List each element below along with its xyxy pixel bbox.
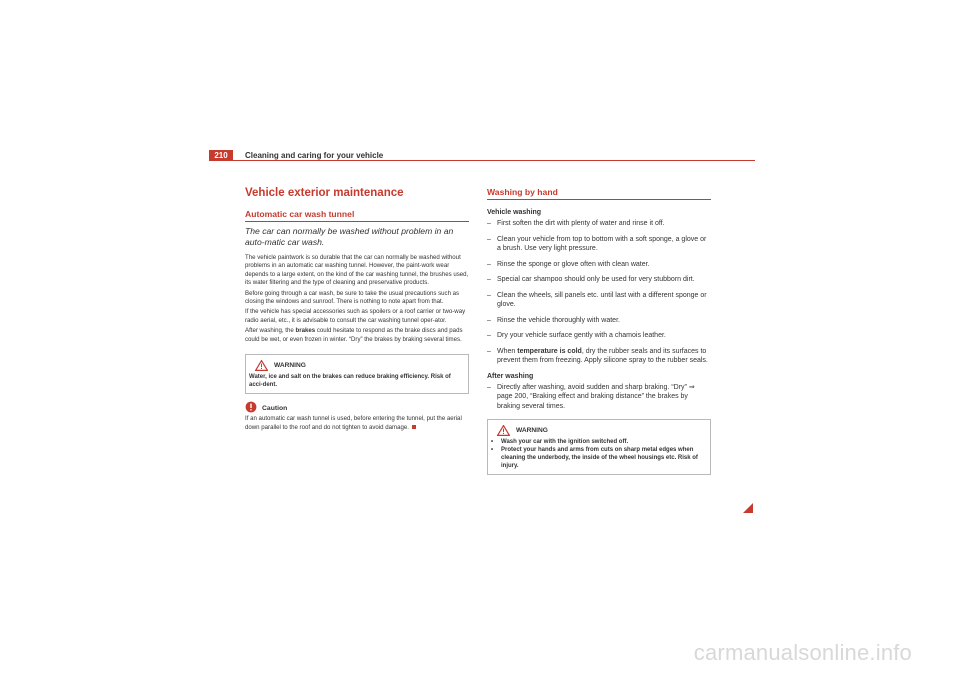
list-item-text: Clean the wheels, sill panels etc. until last with a different sponge or glove.: [497, 291, 707, 308]
subhead-vehicle-washing: Vehicle washing: [487, 209, 542, 216]
list-item-text: Clean your vehicle from top to bottom with a soft sponge, a glove or a brush. Use very light pressure.: [497, 235, 707, 252]
chapter-title: Vehicle exterior maintenance: [245, 187, 404, 199]
dash-marker: –: [487, 383, 491, 391]
warning-bullet: [491, 438, 707, 446]
end-marker-icon: [412, 425, 416, 429]
section-title-car-wash: Automatic car wash tunnel: [245, 209, 469, 222]
caution-title: Caution: [262, 405, 288, 413]
list-item-text: [497, 347, 711, 366]
warning-title: WARNING: [516, 426, 548, 434]
warning-bullet: [491, 446, 707, 470]
list-item-text: Directly after washing, avoid sudden and sharp braking. “Dry” ⇒ page 200, “Braking effect and braking distance” the brakes by braking several times.: [497, 383, 695, 410]
watermark: carmanualsonline.info: [693, 640, 912, 665]
dash-marker: –: [487, 220, 491, 227]
bold-term: temperature is cold: [517, 347, 582, 355]
warning-box: [245, 354, 469, 394]
list-item: [487, 331, 711, 341]
list-item-text: Rinse the vehicle thoroughly with water.: [497, 316, 620, 324]
warning-bullet-text: Wash your car with the ignition switched off.: [501, 439, 629, 445]
list-item-text: First soften the dirt with plenty of water and rinse it off.: [497, 220, 665, 227]
list-item: [487, 275, 711, 285]
warning-text: Water, ice and salt on the brakes can reduce braking efficiency. Risk of acci-dent.: [249, 374, 451, 389]
dash-marker: –: [487, 332, 491, 339]
next-page-arrow-icon: [743, 500, 753, 518]
bullet-marker: •: [491, 447, 494, 453]
text-fragment: After washing, the: [245, 327, 296, 335]
warning-triangle-icon: [497, 425, 510, 436]
dash-marker: –: [487, 316, 491, 324]
caution-text-wrap: [245, 415, 469, 432]
running-title: Cleaning and caring for your vehicle: [245, 151, 384, 160]
text-fragment: could hesitate to respond as the brake discs and pads could be wet, or even frozen in winter. “Dry” the brakes by braking several times.: [245, 327, 463, 343]
paragraph-brakes: [245, 327, 469, 344]
dash-marker: –: [487, 347, 491, 355]
bold-term: brakes: [295, 327, 316, 335]
paragraph: Before going through a car wash, be sure to take the usual precautions such as closing the windows and sunroof. There is nothing to note apart from that.: [245, 289, 460, 306]
dash-marker: –: [487, 235, 491, 243]
dash-marker: –: [487, 276, 491, 283]
warning-header: [249, 357, 465, 373]
text-fragment: , dry the rubber seals and its surfaces to prevent them from freezing. Apply silicone spray to the rubber seals.: [497, 347, 708, 364]
left-column: [245, 187, 469, 434]
warning-bullet-text: Protect your hands and arms from cuts on sharp metal edges when cleaning the underbody, the inside of the wheel housings etc. Risk of injury.: [501, 447, 698, 469]
caution-text: If an automatic car wash tunnel is used, before entering the tunnel, put the aerial down parallel to the roof and do not tighten to avoid damage.: [245, 415, 462, 431]
list-item: [487, 219, 711, 229]
right-column: [487, 187, 711, 475]
warning-triangle-icon: [255, 360, 268, 371]
list-item: [487, 347, 711, 366]
list-item: [487, 260, 711, 270]
subhead-after-washing: After washing: [487, 372, 534, 380]
page-number: 210: [209, 150, 233, 161]
warning-header: [491, 422, 707, 438]
intro-text: The car can normally be washed without problem in an auto-matic car wash.: [245, 226, 454, 247]
section-title-washing-by-hand: Washing by hand: [487, 187, 711, 200]
list-item: [487, 316, 711, 326]
list-item: [487, 291, 711, 310]
list-item-text: Rinse the sponge or glove often with clean water.: [497, 260, 650, 268]
paragraph: If the vehicle has special accessories such as spoilers or a roof carrier or two-way radio aerial, etc., it is advisable to consult the car washing tunnel oper-ator.: [245, 308, 466, 324]
list-item-text: Dry your vehicle surface gently with a chamois leather.: [497, 332, 666, 339]
bullet-marker: •: [491, 439, 494, 445]
warning-title: WARNING: [274, 361, 306, 369]
paragraph: The vehicle paintwork is so durable that the car can normally be washed without problems in an automatic car washing tunnel. However, the paint-work wear depends to a large extent, on the kind of the car washing tunnel, the brushes used, its water filtering and the type of cleaning and preservative products.: [245, 254, 469, 287]
list-item-text: Special car shampoo should only be used for very stubborn dirt.: [497, 276, 695, 283]
list-item: [487, 383, 711, 412]
dash-marker: –: [487, 260, 491, 268]
dash-marker: –: [487, 291, 491, 299]
warning-box: [487, 419, 711, 475]
caution-header: [245, 402, 469, 415]
list-item: [487, 235, 711, 254]
text-fragment: When: [497, 347, 518, 355]
